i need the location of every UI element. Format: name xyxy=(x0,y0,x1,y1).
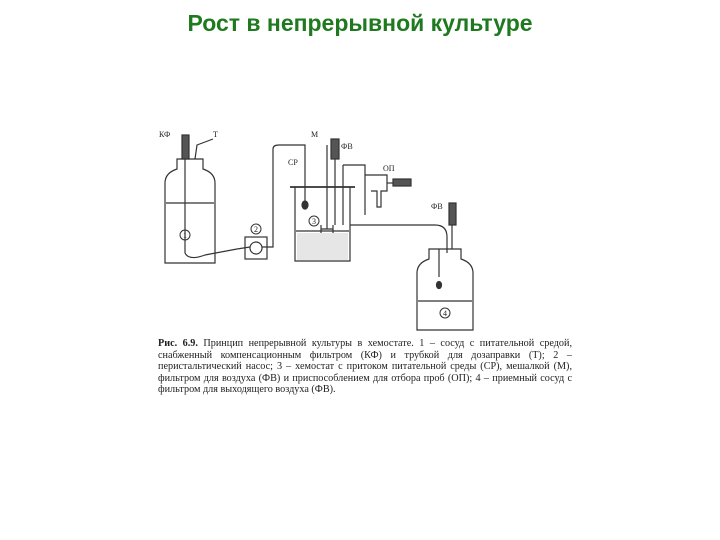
caption-label: Рис. 6.9. xyxy=(158,338,198,349)
sampling-vessel xyxy=(365,175,387,207)
label-4: 4 xyxy=(443,309,447,318)
feed-tube-1 xyxy=(185,249,237,258)
label-m: М xyxy=(311,130,319,139)
fv-filter-top xyxy=(331,139,339,159)
label-fv-right: ФВ xyxy=(431,202,443,211)
figure-caption xyxy=(158,338,572,396)
label-op: ОП xyxy=(383,164,395,173)
label-1: 1 xyxy=(183,231,187,240)
pump-2 xyxy=(245,237,267,259)
chemostat-diagram xyxy=(155,125,575,335)
label-fv-top: ФВ xyxy=(341,142,353,151)
label-2: 2 xyxy=(254,225,258,234)
kf-filter xyxy=(182,135,189,159)
caption-text: Принцип непрерывной культуры в хемостате. 1 – сосуд с питательной средой, снабженный компенсационным фильтром (КФ) и трубкой для дозаправки (Т); 2 – перистальтический насос; 3 – хемостат с притоком питательной среды (СР), мешалкой (М), фильтром для воздуха (ФВ) и приспособлением для отбора проб (ОП); 4 – приемный сосуд с фильтром для выходящего воздуха (ФВ). xyxy=(158,338,572,396)
op-filter xyxy=(393,179,411,186)
fv-filter-right xyxy=(449,203,456,225)
t-tube xyxy=(195,139,213,159)
sampling-op xyxy=(343,165,365,225)
feed-tube-2 xyxy=(262,145,305,247)
vessel-1 xyxy=(165,159,215,263)
label-kf: КФ xyxy=(159,130,171,139)
slide-title: Рост в непрерывной культуре xyxy=(187,10,533,36)
label-t: Т xyxy=(213,130,218,139)
label-3: 3 xyxy=(312,217,316,226)
label-sr: СР xyxy=(288,158,298,167)
